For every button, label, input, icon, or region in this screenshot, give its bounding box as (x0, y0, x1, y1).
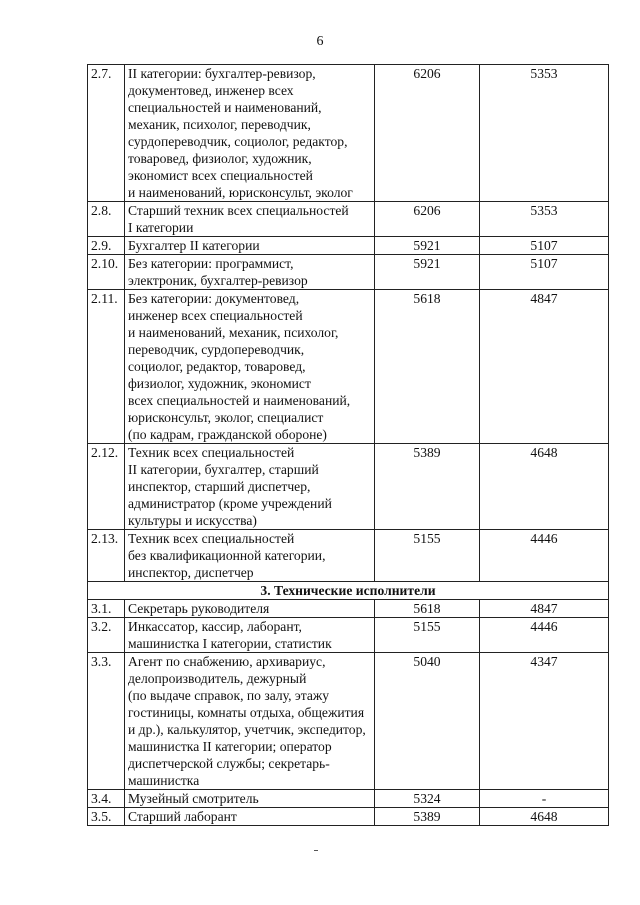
rate-value-1: 5618 (375, 290, 480, 444)
table-row (88, 808, 609, 826)
position-title: II категории: бухгалтер-ревизор, документовед, инженер всех специальностей и наименований, механик, психолог, переводчик, сурдопереводчик, социолог, редактор, товаровед, физиолог, художник, экономист всех специальностей и наименований, юрисконсульт, эколог (125, 65, 375, 202)
position-title: Старший техник всех специальностей I категории (125, 202, 375, 237)
rate-value-1: 5155 (375, 618, 480, 653)
rate-value-1: 5155 (375, 530, 480, 582)
table-row (88, 618, 609, 653)
position-title: Инкассатор, кассир, лаборант, машинистка I категории, статистик (125, 618, 375, 653)
rate-value-2: 5107 (480, 255, 609, 290)
page-mark (314, 850, 318, 851)
row-number: 3.5. (88, 808, 125, 826)
rate-value-2: 4347 (480, 653, 609, 790)
rate-value-1: 5921 (375, 237, 480, 255)
table-row (88, 600, 609, 618)
rate-value-1: 5921 (375, 255, 480, 290)
rate-value-1: 5040 (375, 653, 480, 790)
position-title: Секретарь руководителя (125, 600, 375, 618)
position-title: Музейный смотритель (125, 790, 375, 808)
table-body-section-2 (88, 65, 609, 582)
page-number: 6 (316, 34, 324, 49)
row-number: 3.2. (88, 618, 125, 653)
rate-value-1: 5389 (375, 444, 480, 530)
rate-value-2: 4446 (480, 618, 609, 653)
rate-value-1: 5324 (375, 790, 480, 808)
table-row (88, 202, 609, 237)
table-body-section-heading (88, 582, 609, 600)
table-row (88, 653, 609, 790)
row-number: 2.13. (88, 530, 125, 582)
table-row (88, 790, 609, 808)
rate-value-2: 4446 (480, 530, 609, 582)
section-heading: 3. Технические исполнители (88, 582, 609, 600)
row-number: 2.11. (88, 290, 125, 444)
row-number: 3.1. (88, 600, 125, 618)
row-number: 2.7. (88, 65, 125, 202)
rate-value-2: 5353 (480, 65, 609, 202)
rate-value-2: 5107 (480, 237, 609, 255)
rate-value-1: 6206 (375, 65, 480, 202)
row-number: 3.3. (88, 653, 125, 790)
table-row (88, 255, 609, 290)
section-heading-row (88, 582, 609, 600)
row-number: 2.8. (88, 202, 125, 237)
table-row (88, 290, 609, 444)
rate-value-2: 5353 (480, 202, 609, 237)
position-title: Агент по снабжению, архивариус, делопроизводитель, дежурный (по выдаче справок, по залу, этажу гостиницы, комнаты отдыха, общежития и др.), калькулятор, учетчик, экспедитор, машинистка II категории; оператор диспетчерской службы; секретарь- машинистка (125, 653, 375, 790)
row-number: 2.12. (88, 444, 125, 530)
position-title: Техник всех специальностей II категории, бухгалтер, старший инспектор, старший диспетчер, администратор (кроме учреждений культуры и искусства) (125, 444, 375, 530)
table-body-section-3 (88, 600, 609, 826)
position-title: Бухгалтер II категории (125, 237, 375, 255)
rate-value-2: - (480, 790, 609, 808)
table-row (88, 65, 609, 202)
row-number: 2.10. (88, 255, 125, 290)
position-title: Без категории: документовед, инженер всех специальностей и наименований, механик, психолог, переводчик, сурдопереводчик, социолог, редактор, товаровед, физиолог, художник, экономист всех специальностей и наименований, юрисконсульт, эколог, специалист (по кадрам, гражданской обороне) (125, 290, 375, 444)
rate-value-1: 5389 (375, 808, 480, 826)
rate-value-1: 5618 (375, 600, 480, 618)
rate-value-2: 4847 (480, 290, 609, 444)
position-title: Техник всех специальностей без квалификационной категории, инспектор, диспетчер (125, 530, 375, 582)
rate-value-1: 6206 (375, 202, 480, 237)
rate-value-2: 4648 (480, 808, 609, 826)
rate-value-2: 4648 (480, 444, 609, 530)
salary-table (87, 64, 609, 826)
rate-value-2: 4847 (480, 600, 609, 618)
row-number: 3.4. (88, 790, 125, 808)
table-row (88, 530, 609, 582)
table-row (88, 444, 609, 530)
table-row (88, 237, 609, 255)
position-title: Старший лаборант (125, 808, 375, 826)
position-title: Без категории: программист, электроник, бухгалтер-ревизор (125, 255, 375, 290)
row-number: 2.9. (88, 237, 125, 255)
